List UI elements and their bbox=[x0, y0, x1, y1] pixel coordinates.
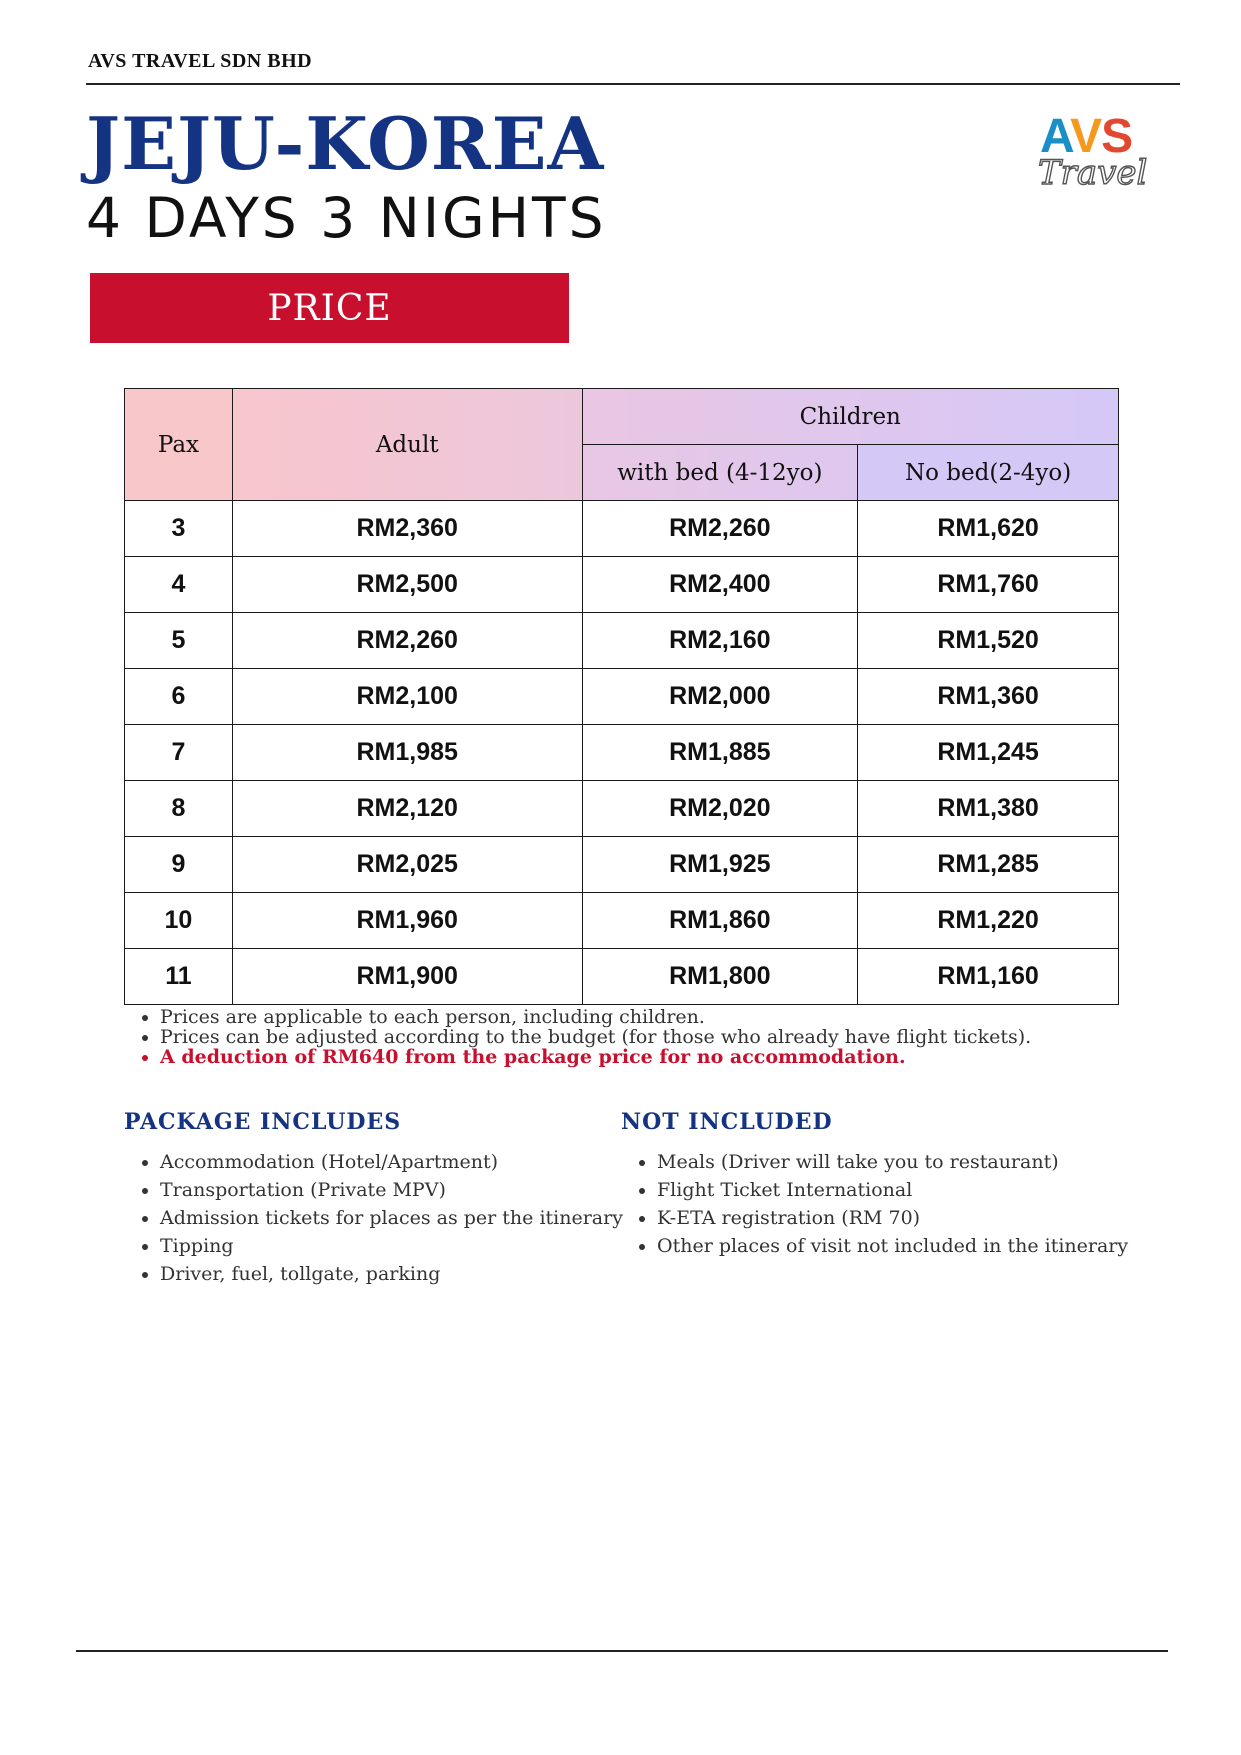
adult-price-cell: RM2,260 bbox=[232, 613, 582, 669]
no-bed-price-cell: RM1,360 bbox=[858, 669, 1119, 725]
adult-price-cell: RM2,100 bbox=[232, 669, 582, 725]
company-name: AVS TRAVEL SDN BHD bbox=[88, 50, 313, 72]
list-item: • K-ETA registration (RM 70) bbox=[657, 1204, 1128, 1232]
svg-text:Travel: Travel bbox=[1038, 153, 1148, 192]
package-includes-heading: PACKAGE INCLUDES bbox=[124, 1109, 402, 1135]
adult-price-cell: RM1,960 bbox=[232, 893, 582, 949]
pax-cell: 10 bbox=[125, 893, 233, 949]
note-item: • Prices can be adjusted according to the budget (for those who already have flight tickets). bbox=[160, 1027, 1160, 1047]
page-title: JEJU-KOREA bbox=[86, 101, 605, 186]
adult-price-cell: RM1,985 bbox=[232, 725, 582, 781]
price-table bbox=[124, 388, 1119, 1005]
list-item: • Tipping bbox=[160, 1232, 623, 1260]
adult-price-cell: RM2,500 bbox=[232, 557, 582, 613]
children-header: Children bbox=[582, 389, 1119, 445]
pax-cell: 8 bbox=[125, 781, 233, 837]
pax-cell: 6 bbox=[125, 669, 233, 725]
top-divider bbox=[86, 83, 1180, 85]
with-bed-price-cell: RM1,860 bbox=[582, 893, 858, 949]
pax-cell: 7 bbox=[125, 725, 233, 781]
table-row bbox=[125, 557, 1119, 613]
with-bed-price-cell: RM2,020 bbox=[582, 781, 858, 837]
no-bed-price-cell: RM1,620 bbox=[858, 501, 1119, 557]
table-row bbox=[125, 893, 1119, 949]
pax-header: Pax bbox=[125, 389, 233, 501]
with-bed-price-cell: RM1,925 bbox=[582, 837, 858, 893]
price-notes bbox=[136, 1007, 1160, 1067]
adult-price-cell: RM1,900 bbox=[232, 949, 582, 1005]
list-item: • Flight Ticket International bbox=[657, 1176, 1128, 1204]
bottom-divider bbox=[76, 1650, 1168, 1652]
with-bed-price-cell: RM1,885 bbox=[582, 725, 858, 781]
table-row bbox=[125, 837, 1119, 893]
table-row bbox=[125, 781, 1119, 837]
table-row bbox=[125, 669, 1119, 725]
no-bed-price-cell: RM1,220 bbox=[858, 893, 1119, 949]
with-bed-price-cell: RM2,260 bbox=[582, 501, 858, 557]
adult-price-cell: RM2,360 bbox=[232, 501, 582, 557]
no-bed-price-cell: RM1,160 bbox=[858, 949, 1119, 1005]
page-subtitle: 4 DAYS 3 NIGHTS bbox=[86, 186, 607, 250]
with-bed-price-cell: RM2,160 bbox=[582, 613, 858, 669]
no-bed-price-cell: RM1,520 bbox=[858, 613, 1119, 669]
with-bed-price-cell: RM2,400 bbox=[582, 557, 858, 613]
pax-cell: 9 bbox=[125, 837, 233, 893]
table-row bbox=[125, 613, 1119, 669]
avs-travel-logo bbox=[1034, 108, 1164, 192]
no-bed-price-cell: RM1,245 bbox=[858, 725, 1119, 781]
table-row bbox=[125, 725, 1119, 781]
package-includes-list bbox=[136, 1148, 623, 1288]
no-bed-price-cell: RM1,285 bbox=[858, 837, 1119, 893]
table-row bbox=[125, 949, 1119, 1005]
list-item: • Admission tickets for places as per the itinerary bbox=[160, 1204, 623, 1232]
no-bed-price-cell: RM1,380 bbox=[858, 781, 1119, 837]
note-item-highlight: • A deduction of RM640 from the package price for no accommodation. bbox=[160, 1047, 1160, 1067]
list-item: • Transportation (Private MPV) bbox=[160, 1176, 623, 1204]
pax-cell: 4 bbox=[125, 557, 233, 613]
adult-price-cell: RM2,025 bbox=[232, 837, 582, 893]
svg-text:AVS: AVS bbox=[1040, 110, 1133, 163]
with-bed-header: with bed (4-12yo) bbox=[582, 445, 858, 501]
not-included-list bbox=[633, 1148, 1128, 1260]
with-bed-price-cell: RM2,000 bbox=[582, 669, 858, 725]
list-item: • Accommodation (Hotel/Apartment) bbox=[160, 1148, 623, 1176]
list-item: • Meals (Driver will take you to restaurant) bbox=[657, 1148, 1128, 1176]
pax-cell: 3 bbox=[125, 501, 233, 557]
no-bed-price-cell: RM1,760 bbox=[858, 557, 1119, 613]
with-bed-price-cell: RM1,800 bbox=[582, 949, 858, 1005]
pax-cell: 11 bbox=[125, 949, 233, 1005]
note-item: • Prices are applicable to each person, including children. bbox=[160, 1007, 1160, 1027]
table-row bbox=[125, 501, 1119, 557]
price-banner: PRICE bbox=[90, 273, 569, 343]
list-item: • Other places of visit not included in the itinerary bbox=[657, 1232, 1128, 1260]
adult-price-cell: RM2,120 bbox=[232, 781, 582, 837]
list-item: • Driver, fuel, tollgate, parking bbox=[160, 1260, 623, 1288]
not-included-heading: NOT INCLUDED bbox=[621, 1109, 833, 1135]
adult-header: Adult bbox=[232, 389, 582, 501]
no-bed-header: No bed(2-4yo) bbox=[858, 445, 1119, 501]
pax-cell: 5 bbox=[125, 613, 233, 669]
